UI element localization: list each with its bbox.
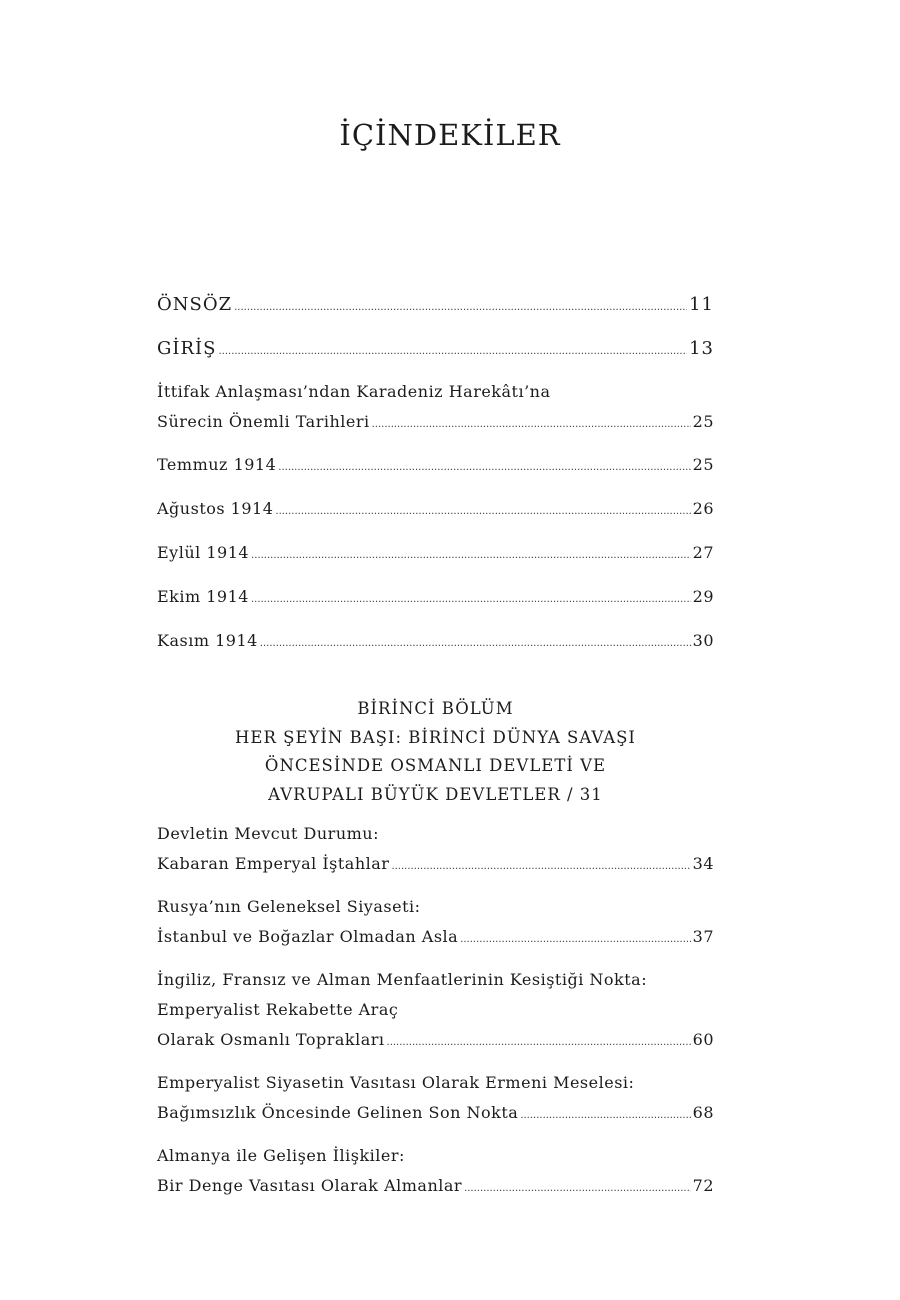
dot-leader [372,407,691,440]
part-title-line: ÖNCESİNDE OSMANLI DEVLETİ VE [264,756,607,775]
dot-leader [460,922,690,955]
toc-entry-chapter [157,965,714,1058]
toc-entry-chapter [157,819,714,882]
toc-entry-label: İstanbul ve Boğazlar Olmadan Asla [157,927,459,946]
toc-entry-label: Olarak Osmanlı Toprakları [157,1030,385,1049]
toc-entry-month [157,538,714,571]
toc-entry-label: Kabaran Emperyal İştahlar [157,854,390,873]
toc-entry-label: Bir Denge Vasıtası Olarak Almanlar [157,1176,463,1195]
toc-entry-month [157,450,714,483]
dot-leader [464,1171,691,1204]
toc-entry-chapter [157,1068,714,1131]
toc-entry-label: Kasım 1914 [157,631,258,650]
toc-page-number: 25 [692,455,714,474]
dot-leader [520,1098,690,1131]
dot-leader [234,290,687,323]
toc-page-number: 13 [689,338,714,359]
part-title-line: HER ŞEYİN BAŞI: BİRİNCİ DÜNYA SAVAŞI [235,727,636,747]
toc-entry-label: Emperyalist Rekabette Araç [157,1000,399,1019]
toc-page-number: 34 [692,854,714,873]
toc-page-number: 68 [692,1103,714,1122]
part-title-line: AVRUPALI BÜYÜK DEVLETLER / 31 [268,784,603,804]
toc-entry-label: GİRİŞ [157,338,217,359]
toc-entry-month [157,626,714,659]
toc-page-number: 27 [692,543,714,562]
toc-page-number: 11 [689,294,714,315]
toc-entry-label: ÖNSÖZ [157,294,233,315]
toc-entry-chronology [157,377,714,440]
toc-entry-label: İngiliz, Fransız ve Alman Menfaatlerinin Kesiştiği Nokta: [157,970,648,989]
toc-entry-month [157,582,714,615]
toc-page-number: 25 [692,412,714,431]
dot-leader [391,849,690,882]
dot-leader [218,334,687,367]
toc-page-number: 72 [692,1176,714,1195]
toc-entry-month [157,494,714,527]
toc-entry-label: Emperyalist Siyasetin Vasıtası Olarak Ermeni Meselesi: [157,1073,635,1092]
table-of-contents [157,290,714,1204]
toc-entry-label: Almanya ile Gelişen İlişkiler: [157,1146,405,1165]
toc-entry-label: Temmuz 1914 [157,455,277,474]
toc-entry-label: İttifak Anlaşması’ndan Karadeniz Harekâtı’na [157,382,551,401]
toc-entry-chapter [157,1141,714,1204]
toc-page-number: 26 [692,499,714,518]
toc-entry-label: Ekim 1914 [157,587,249,606]
toc-page-number: 29 [692,587,714,606]
dot-leader [387,1025,691,1058]
page-title: İÇİNDEKİLER [339,118,561,152]
dot-leader [260,626,691,659]
part-number: BİRİNCİ BÖLÜM [357,699,514,718]
toc-entry-label: Eylül 1914 [157,543,250,562]
toc-entry-label: Rusya’nın Geleneksel Siyaseti: [157,897,421,916]
toc-entry-onsoz [157,290,714,323]
toc-page-number: 37 [692,927,714,946]
dot-leader [275,494,690,527]
toc-entry-giris [157,334,714,367]
toc-entry-label: Ağustos 1914 [157,499,274,518]
dot-leader [278,450,690,483]
dot-leader [251,582,691,615]
toc-page-number: 60 [692,1030,714,1049]
toc-page-number: 30 [692,631,714,650]
toc-entry-chapter [157,892,714,955]
part-heading [157,695,714,809]
toc-entry-label: Devletin Mevcut Durumu: [157,824,379,843]
toc-entry-label: Bağımsızlık Öncesinde Gelinen Son Nokta [157,1103,519,1122]
dot-leader [251,538,691,571]
toc-entry-label: Sürecin Önemli Tarihleri [157,412,370,431]
